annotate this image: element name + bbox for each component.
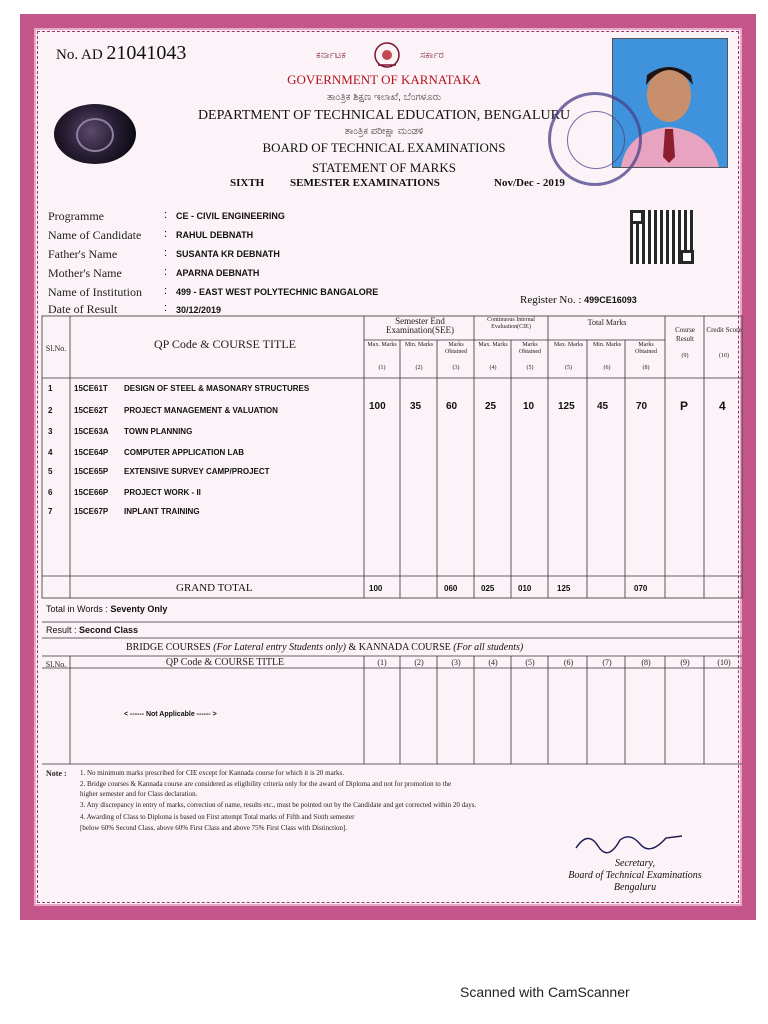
see-obtained-value: 60 xyxy=(446,401,458,412)
mother-name-label: Mother's Name xyxy=(48,266,122,280)
cie-obtained-value: 10 xyxy=(523,401,535,412)
note-line-6: [below 60% Second Class, above 60% First Class and above 75% First Class with Distinction]. xyxy=(80,824,348,832)
bridge-col-9: (9) xyxy=(680,658,690,667)
secretary-city: Bengaluru xyxy=(613,882,657,893)
programme-label: Programme xyxy=(48,209,104,223)
semester: SIXTH xyxy=(230,177,265,189)
kannada-right: ಸರ್ಕಾರ xyxy=(420,50,444,61)
total-max-header: Max. Marks xyxy=(553,342,584,348)
see-min-header: Min. Marks xyxy=(404,342,434,348)
institution-label: Name of Institution xyxy=(48,285,142,299)
total-min-header: Min. Marks xyxy=(592,342,622,348)
bridge-col-6: (6) xyxy=(563,658,574,667)
exam-title: SEMESTER EXAMINATIONS xyxy=(290,177,440,189)
institution-value: 499 - EAST WEST POLYTECHNIC BANGALORE xyxy=(176,287,379,297)
total-obtained-value: 70 xyxy=(636,401,648,412)
result-date-value: 30/12/2019 xyxy=(176,305,222,315)
row-3-sl: 3 xyxy=(48,427,53,436)
col-number-5: (5) xyxy=(526,365,534,371)
candidate-name-value: RAHUL DEBNATH xyxy=(176,230,254,240)
row-3-title: TOWN PLANNING xyxy=(124,427,193,436)
father-name-label: Father's Name xyxy=(48,247,118,261)
cert-prefix: No. AD xyxy=(56,47,103,63)
note-line-1: 1. No minimum marks prescribed for CIE except for Kannada course for which it is 20 marks. xyxy=(80,769,344,777)
register-value: 499CE16093 xyxy=(584,295,637,305)
col-number-2: (2) xyxy=(415,365,423,371)
kannada-course-title: & KANNADA COURSE xyxy=(348,642,451,653)
row-1-code: 15CE61T xyxy=(74,384,108,393)
qr-code-icon xyxy=(630,210,694,264)
result-line xyxy=(46,625,138,635)
grand-cie-max: 025 xyxy=(481,584,495,593)
col-number-10: (10) xyxy=(719,353,729,359)
bridge-course-header: QP Code & COURSE TITLE xyxy=(165,657,285,668)
statement-title: STATEMENT OF MARKS xyxy=(312,160,456,175)
col-number-7: (6) xyxy=(603,365,611,371)
cert-number-value: 21041043 xyxy=(106,42,187,64)
row-7-code: 15CE67P xyxy=(74,507,109,516)
certificate-number xyxy=(56,42,186,65)
see-header: Semester End Examination(SEE) xyxy=(386,316,454,335)
bridge-col-2: (2) xyxy=(414,658,424,667)
row-6-sl: 6 xyxy=(48,488,53,497)
government-title: GOVERNMENT OF KARNATAKA xyxy=(287,72,481,87)
secretary-board: Board of Technical Examinations xyxy=(568,870,702,881)
kannada-course-note: (For all students) xyxy=(453,642,524,653)
kannada-department: ತಾಂತ್ರಿಕ ಶಿಕ್ಷಣ ಇಲಾಖೆ, ಬೆಂಗಳೂರು xyxy=(326,92,442,103)
row-2-sl: 2 xyxy=(48,406,53,415)
row-6-code: 15CE66P xyxy=(74,488,109,497)
see-min-value: 35 xyxy=(410,401,422,412)
credit-score-header: Credit Score xyxy=(706,326,742,334)
slno-header: Sl.No. xyxy=(45,344,67,353)
camscanner-watermark: Scanned with CamScanner xyxy=(460,984,630,1000)
row-4-code: 15CE64P xyxy=(74,448,109,457)
grand-see-max: 100 xyxy=(369,584,383,593)
note-label: Note : xyxy=(46,769,67,778)
bridge-col-4: (4) xyxy=(488,658,498,667)
mother-name-value: APARNA DEBNATH xyxy=(176,268,260,278)
cie-header: Continuous Internal Evaluation(CIE) xyxy=(487,317,535,330)
programme-value: CE - CIVIL ENGINEERING xyxy=(176,211,285,221)
note-line-2: 2. Bridge courses & Kannada course are considered as eligibility criteria only for the award of Diploma and not for promotion to the xyxy=(80,780,452,788)
bridge-courses-heading xyxy=(126,642,523,653)
course-title-header: QP Code & COURSE TITLE xyxy=(153,337,296,351)
bridge-col-10: (10) xyxy=(717,658,731,667)
candidate-name-label: Name of Candidate xyxy=(48,228,142,242)
bridge-col-8: (8) xyxy=(641,658,651,667)
col-number-3: (3) xyxy=(452,365,460,371)
row-5-sl: 5 xyxy=(48,467,53,476)
course-result-header: Course Result xyxy=(675,326,695,343)
bridge-col-5: (5) xyxy=(525,658,535,667)
register-number xyxy=(520,294,637,306)
bridge-col-1: (1) xyxy=(377,658,387,667)
marks-table-grid xyxy=(40,306,744,766)
grand-total-max: 125 xyxy=(557,584,571,593)
row-2-code: 15CE62T xyxy=(74,406,108,415)
row-7-sl: 7 xyxy=(48,507,53,516)
bridge-col-3: (3) xyxy=(451,658,461,667)
total-words-label: Total in Words : xyxy=(46,604,108,614)
col-number-9: (9) xyxy=(681,353,689,359)
row-4-title: COMPUTER APPLICATION LAB xyxy=(124,448,244,457)
secretary-title: Secretary, xyxy=(615,858,655,869)
course-result-value: P xyxy=(680,399,689,413)
col-number-8: (8) xyxy=(642,365,650,371)
department-title: DEPARTMENT OF TECHNICAL EDUCATION, BENGALURU xyxy=(197,108,571,123)
bridge-note: (For Lateral entry Students only) xyxy=(213,642,347,653)
row-4-sl: 4 xyxy=(48,448,53,457)
total-in-words xyxy=(46,604,167,614)
row-2-title: PROJECT MANAGEMENT & VALUATION xyxy=(124,406,278,415)
total-marks-header: Total Marks xyxy=(587,318,627,327)
total-words-value: Seventy Only xyxy=(110,604,168,614)
cie-max-header: Max. Marks xyxy=(478,342,508,348)
col-number-4: (4) xyxy=(489,365,497,371)
col-number-6: (5) xyxy=(565,365,572,371)
note-line-5: 4. Awarding of Class to Diploma is based on First attempt Total marks of Fifth and Sixth semester xyxy=(80,813,355,821)
see-max-header: Max. Marks xyxy=(367,342,397,348)
kannada-left: ಕರ್ನಾಟಕ xyxy=(316,50,346,61)
row-6-title: PROJECT WORK - II xyxy=(124,488,201,497)
bridge-slno-header: Sl.No. xyxy=(45,660,67,669)
result-date-label: Date of Result xyxy=(48,302,118,316)
row-7-title: INPLANT TRAINING xyxy=(124,507,200,516)
grand-total-obtained: 070 xyxy=(634,584,648,593)
note-line-4: 3. Any discrepancy in entry of marks, correction of name, results etc., must be pointed out by the Candidate and get corrected within 20 days. xyxy=(80,801,477,809)
row-3-code: 15CE63A xyxy=(74,427,109,436)
register-label: Register No. : xyxy=(520,294,582,306)
total-max-value: 125 xyxy=(558,401,575,412)
note-line-3: higher semester and for Class declaration. xyxy=(80,790,198,798)
bridge-title: BRIDGE COURSES xyxy=(126,642,211,653)
board-title: BOARD OF TECHNICAL EXAMINATIONS xyxy=(262,140,506,155)
row-5-code: 15CE65P xyxy=(74,467,109,476)
grand-total-label: GRAND TOTAL xyxy=(176,582,253,594)
kannada-board: ತಾಂತ್ರಿಕ ಪರೀಕ್ಷಾ ಮಂಡಳಿ xyxy=(344,126,424,137)
row-1-title: DESIGN OF STEEL & MASONARY STRUCTURES xyxy=(124,384,310,393)
cie-max-value: 25 xyxy=(485,401,497,412)
result-value: Second Class xyxy=(79,625,139,635)
cie-obt-header: Marks Obtained xyxy=(519,342,541,355)
see-max-value: 100 xyxy=(369,401,386,412)
bridge-col-7: (7) xyxy=(602,658,612,667)
signature-scribble-icon xyxy=(570,826,690,856)
not-applicable-text: < ------ Not Applicable ------ > xyxy=(124,711,217,718)
institution-seal-icon xyxy=(548,92,642,186)
grand-see-obtained: 060 xyxy=(444,584,458,593)
total-min-value: 45 xyxy=(597,401,609,412)
credit-score-value: 4 xyxy=(719,399,726,413)
exam-session: Nov/Dec - 2019 xyxy=(494,177,565,189)
see-obt-header: Marks Obtained xyxy=(445,342,467,355)
col-number-1: (1) xyxy=(378,365,386,371)
father-name-value: SUSANTA KR DEBNATH xyxy=(176,249,280,259)
result-label: Result : xyxy=(46,625,77,635)
row-1-sl: 1 xyxy=(48,384,53,393)
row-5-title: EXTENSIVE SURVEY CAMP/PROJECT xyxy=(124,467,270,476)
total-obt-header: Marks Obtained xyxy=(635,342,657,355)
state-emblem-icon xyxy=(372,40,402,70)
grand-cie-obtained: 010 xyxy=(518,584,532,593)
